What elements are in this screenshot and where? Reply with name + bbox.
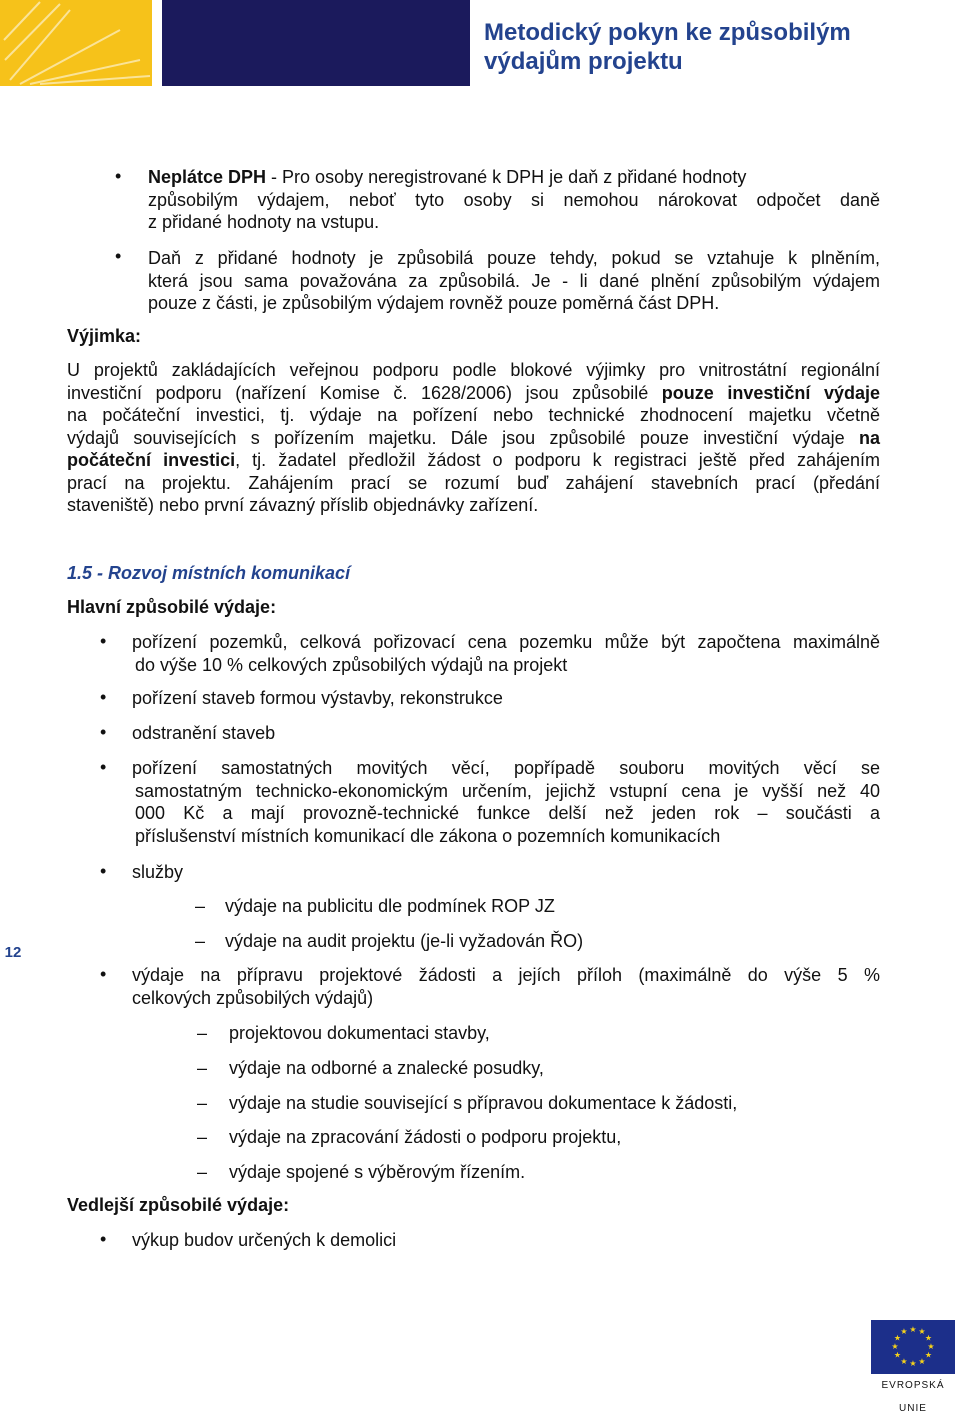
svg-text:★: ★ — [900, 1357, 908, 1366]
svg-text:★: ★ — [909, 1359, 917, 1368]
item5-sub-1: výdaje na publicitu dle podmínek ROP JZ — [225, 896, 555, 916]
bullet: • — [100, 1229, 107, 1249]
dash: – — [197, 1162, 208, 1182]
title-line-1: Metodický pokyn ke způsobilým — [484, 19, 851, 46]
text-line: výdaje na přípravu projektové žádosti a jejích příloh (maximálně do výše 5 % — [132, 965, 880, 985]
eu-stars-icon — [871, 1320, 955, 1374]
svg-text:★: ★ — [900, 1327, 908, 1336]
svg-text:★: ★ — [891, 1342, 899, 1351]
bold-term: počáteční investici — [67, 450, 236, 470]
bold-term: Neplátce DPH — [148, 167, 267, 187]
star-burst-icon — [0, 0, 152, 86]
main-item-4 — [132, 757, 880, 847]
bullet: • — [115, 166, 122, 186]
text-line: 000 Kč a mají provozně-technické funkce delší než jeden rok – součásti a — [135, 803, 880, 823]
dash: – — [195, 931, 206, 951]
text-part: , tj. žadatel předložil žádost o podporu k registraci ještě před zahájením — [235, 450, 881, 470]
text-line: pořízení pozemků, celková pořizovací cena pozemku může být započtena maximálně — [132, 632, 880, 652]
text-line: způsobilým výdajem, neboť tyto osoby si nemohou nárokovat odpočet daně — [148, 189, 880, 210]
exception-paragraph — [67, 359, 880, 517]
eu-flag-icon — [871, 1320, 955, 1374]
text-line: staveniště) nebo první závazný příslib objednávky zařízení. — [67, 495, 539, 515]
text-part: investiční podporu (nařízení Komise č. 1628/2006) jsou způsobilé — [67, 382, 662, 403]
vat-bullet-2 — [148, 247, 880, 315]
main-expenses-label: Hlavní způsobilé výdaje: — [67, 597, 277, 617]
eu-label: EVROPSKÁ UNIE — [881, 1380, 945, 1414]
section-heading: 1.5 - Rozvoj místních komunikací — [67, 563, 351, 583]
item5-sub-2: výdaje na audit projektu (je-li vyžadován ŘO) — [225, 931, 584, 951]
text-line: Daň z přidané hodnoty je způsobilá pouze tehdy, pokud se vztahuje k plněním, — [148, 248, 880, 268]
text-line: z přidané hodnoty na vstupu. — [148, 212, 380, 232]
page-number: 12 — [4, 944, 22, 961]
bullet: • — [100, 861, 107, 881]
text-line: celkových způsobilých výdajů) — [132, 987, 374, 1008]
text-line: U projektů zakládajících veřejnou podporu podle blokové výjimky pro vnitrostátní regionální — [67, 360, 880, 380]
svg-text:★: ★ — [918, 1357, 926, 1366]
text-part: výdajů souvisejících s pořízením majetku. Dále jsou způsobilé pouze investiční výdaje — [67, 427, 859, 448]
logo-yellow-block — [0, 0, 152, 86]
item6-sub-4: výdaje na zpracování žádosti o podporu projektu, — [229, 1127, 622, 1147]
item6-sub-5: výdaje spojené s výběrovým řízením. — [229, 1162, 526, 1182]
svg-text:★: ★ — [924, 1350, 933, 1360]
dash: – — [195, 896, 206, 916]
item6-sub-1: projektovou dokumentaci stavby, — [229, 1023, 490, 1043]
main-item-6 — [132, 964, 880, 1009]
text-line — [67, 382, 880, 405]
text-line — [67, 449, 880, 472]
item6-sub-3: výdaje na studie související s přípravou dokumentace k žádosti, — [229, 1093, 738, 1113]
svg-text:★: ★ — [909, 1325, 917, 1334]
text-line: prací na projektu. Zahájením prací se rozumí buď zahájení stavebních prací (předání — [67, 472, 880, 493]
dash: – — [197, 1127, 208, 1147]
dash: – — [197, 1058, 208, 1078]
logo-blue-block — [162, 0, 470, 86]
secondary-item-1: výkup budov určených k demolici — [132, 1230, 397, 1250]
svg-text:★: ★ — [924, 1333, 933, 1343]
text-line: pouze z části, je způsobilým výdajem rovněž pouze poměrná část DPH. — [148, 293, 720, 313]
main-item-3: odstranění staveb — [132, 723, 276, 743]
text-line: která jsou sama považována za způsobilá. Je - li dané plnění způsobilým výdajem — [148, 270, 880, 291]
vat-bullet-1 — [148, 166, 880, 234]
text-line: do výše 10 % celkových způsobilých výdajů na projekt — [135, 654, 568, 675]
dash: – — [197, 1023, 208, 1043]
text-line: pořízení samostatných movitých věcí, popřípadě souboru movitých věcí se — [132, 758, 880, 778]
document-title — [484, 18, 944, 76]
bullet: • — [100, 722, 107, 742]
text-line: na počáteční investici, tj. výdaje na pořízení nebo technické zhodnocení majetku včetně — [67, 405, 880, 425]
title-line-2: výdajům projektu — [484, 48, 683, 75]
svg-text:★: ★ — [893, 1350, 902, 1360]
svg-text:★: ★ — [893, 1333, 902, 1343]
main-item-1 — [132, 631, 880, 676]
dash: – — [197, 1093, 208, 1113]
bullet: • — [100, 631, 107, 651]
secondary-expenses-label: Vedlejší způsobilé výdaje: — [67, 1195, 290, 1215]
exception-label: Výjimka: — [67, 326, 142, 346]
bullet: • — [100, 757, 107, 777]
bold-term: pouze investiční výdaje — [661, 382, 880, 403]
main-item-5: služby — [132, 862, 184, 882]
svg-text:★: ★ — [927, 1342, 935, 1351]
bold-term: na — [858, 427, 880, 448]
svg-text:★: ★ — [918, 1327, 926, 1336]
text-line: příslušenství místních komunikací dle zákona o pozemních komunikacích — [135, 825, 721, 846]
bullet: • — [100, 964, 107, 984]
main-item-2: pořízení staveb formou výstavby, rekonstrukce — [132, 688, 503, 708]
bullet: • — [115, 246, 122, 266]
text-line: samostatným technicko-ekonomickým určením, jejichž vstupní cena je vyšší než 40 — [135, 780, 880, 801]
bullet: • — [100, 687, 107, 707]
text-line — [67, 427, 880, 450]
item6-sub-2: výdaje na odborné a znalecké posudky, — [229, 1058, 544, 1078]
text-line: - Pro osoby neregistrované k DPH je daň z přidané hodnoty — [266, 167, 747, 187]
